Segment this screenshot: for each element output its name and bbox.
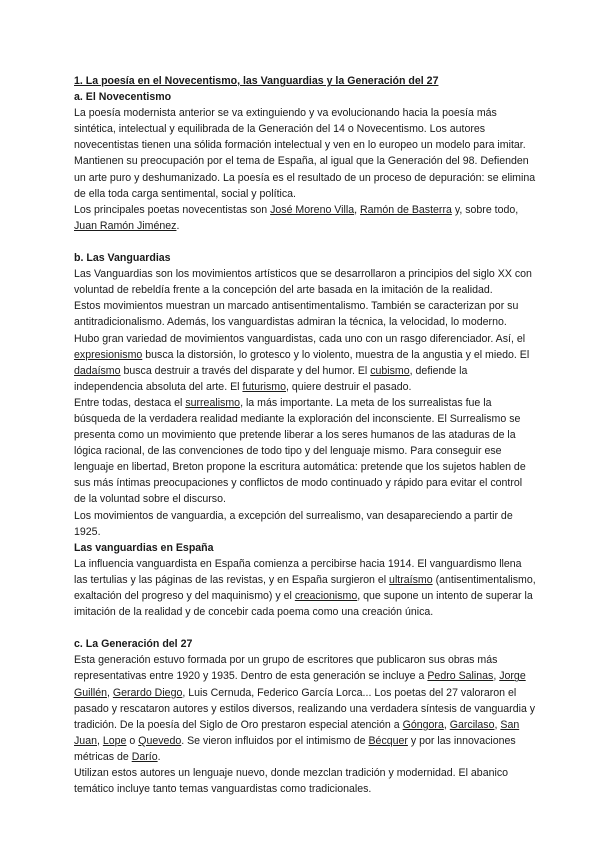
text-span: y, sobre todo, xyxy=(451,203,519,216)
text-span: , xyxy=(96,734,103,747)
text-span: o xyxy=(126,734,139,747)
text-span: (antisentimentalismo, exaltación del progreso y del maquinismo) y el xyxy=(74,573,536,602)
link-cubismo[interactable]: cubismo xyxy=(370,364,410,377)
link-jorge-guillen[interactable]: Jorge Guillén xyxy=(74,670,526,699)
paragraph-vanguardias-4 xyxy=(74,395,536,508)
text-span: La influencia vanguardista en España comienza a percibirse hacia 1914. El vanguardismo llena las tertulias y las páginas de las revistas, y en España surgieron el xyxy=(74,557,522,586)
link-san-juan[interactable]: San Juan xyxy=(74,718,520,747)
link-quevedo[interactable]: Quevedo xyxy=(138,734,182,747)
link-moreno-villa[interactable]: José Moreno Villa xyxy=(270,203,355,216)
section-heading-generacion27: c. La Generación del 27 xyxy=(74,638,193,651)
link-creacionismo[interactable]: creacionismo xyxy=(294,590,358,602)
link-futurismo[interactable]: futurismo xyxy=(242,380,287,393)
section-heading-novecentismo: a. El Novecentismo xyxy=(74,91,172,104)
paragraph-novecentismo-poets xyxy=(74,202,536,234)
paragraph-vanguardias-5: Los movimientos de vanguardia, a excepción del surrealismo, van desapareciendo a partir de 1925. xyxy=(74,509,513,538)
text-span: busca la distorsión, lo grotesco y lo violento, muestra de la angustia y el miedo. El xyxy=(142,348,530,361)
link-becquer[interactable]: Bécquer xyxy=(368,734,408,747)
link-juan-ramon-jimenez[interactable]: Juan Ramón Jiménez xyxy=(74,219,177,232)
text-span: , que supone un intento de superar la imitación de la realidad y de concebir cada poema como una creación única. xyxy=(74,590,533,619)
link-gongora[interactable]: Góngora xyxy=(402,718,444,731)
text-span: Esta generación estuvo formada por un grupo de escritores que publicaron sus obras más representativas entre 1920 y 1935. Dentro de esta generación se incluye a xyxy=(74,654,498,683)
paragraph-vanguardias-1: Las Vanguardias son los movimientos artísticos que se desarrollaron a principios del siglo XX con voluntad de rebeldía frente a la concepción del arte basada en la imitación de la realidad. xyxy=(74,268,532,297)
text-span: , xyxy=(106,686,113,699)
link-dadaismo[interactable]: dadaísmo xyxy=(74,364,121,377)
text-span: , xyxy=(494,718,501,731)
spacer xyxy=(74,620,536,636)
text-span: Los principales poetas novecentistas son xyxy=(74,203,271,216)
paragraph-espana xyxy=(74,556,536,620)
text-span: , la más importante. La meta de los surrealistas fue la búsqueda de la verdadera realidad mediante la exploración del inconsciente. El Surrealismo se presenta como un movimiento que pretende liberar a los seres humanos de las ataduras de la lógica racional, de las convenciones de todo tipo y del lenguaje mismo. Para conseguir ese lenguaje en libertad, Breton propone la escritura automática: pretende que los sujetos hablen de sus más íntimas preocupaciones y conflictos de modo continuado y rápido para evitar el control de la voluntad sobre el discurso. xyxy=(74,396,526,506)
link-pedro-salinas[interactable]: Pedro Salinas xyxy=(427,670,494,683)
text-span: , defiende la independencia absoluta del arte. El xyxy=(74,364,468,393)
document-page xyxy=(74,73,536,797)
paragraph-vanguardias-2: Estos movimientos muestran un marcado antisentimentalismo. También se caracterizan por su antitradicionalismo. Además, los vanguardistas admiran la técnica, la velocidad, lo moderno. xyxy=(74,300,519,329)
paragraph-novecentismo: La poesía modernista anterior se va extinguiendo y va evolucionando hacia la poesía más sintética, intelectual y equilibrada de la Generación del 14 o Novecentismo. Los autores novecentistas tienen una sólida formación intelectual y ven en lo europeo un modelo para imitar. Mantienen su preocupación por el tema de España, al igual que la Generación del 98. Defienden un arte puro y deshumanizado. La poesía es el resultado de un proceso de depuración: se elimina de ella toda carga sentimental, social y política. xyxy=(74,107,536,200)
link-garcilaso[interactable]: Garcilaso xyxy=(449,718,495,731)
text-span: , xyxy=(354,203,361,216)
section-heading-vanguardias: b. Las Vanguardias xyxy=(74,252,171,265)
link-expresionismo[interactable]: expresionismo xyxy=(74,348,143,361)
document-title: 1. La poesía en el Novecentismo, las Vanguardias y la Generación del 27 xyxy=(74,75,439,87)
link-dario[interactable]: Darío xyxy=(131,750,158,763)
link-lope[interactable]: Lope xyxy=(102,734,127,747)
section-heading-espana: Las vanguardias en España xyxy=(74,541,214,554)
text-span: busca destruir a través del disparate y del humor. El xyxy=(120,364,371,377)
text-span: y por las innovaciones métricas de xyxy=(74,734,516,763)
spacer xyxy=(74,234,536,250)
text-span: , xyxy=(443,718,450,731)
link-basterra[interactable]: Ramón de Basterra xyxy=(360,203,452,216)
link-surrealismo[interactable]: surrealismo xyxy=(185,396,241,409)
text-span: , Luis Cernuda, Federico García Lorca... Los poetas del 27 valoraron el pasado y rescataron autores y estilos diversos, realizando una verdadera síntesis de vanguardia y tradición. De la poesía del Siglo de Oro prestaron especial atención a xyxy=(74,686,536,731)
text-span: , xyxy=(493,670,500,683)
paragraph-generacion27-1 xyxy=(74,652,536,765)
text-span: . Se vieron influidos por el intimismo de xyxy=(181,734,369,747)
text-span: Hubo gran variedad de movimientos vanguardistas, cada uno con un rasgo diferenciador. Así, el xyxy=(74,332,526,345)
text-span: . xyxy=(176,219,180,232)
link-ultraismo[interactable]: ultraísmo xyxy=(389,573,433,586)
text-span: Entre todas, destaca el xyxy=(74,396,186,409)
paragraph-generacion27-2: Utilizan estos autores un lenguaje nuevo, donde mezclan tradición y modernidad. El abanico temático incluye tanto temas vanguardistas como tradicionales. xyxy=(74,767,509,796)
paragraph-vanguardias-3 xyxy=(74,331,536,395)
text-span: . xyxy=(157,750,161,763)
link-gerardo-diego[interactable]: Gerardo Diego xyxy=(112,686,183,699)
text-span: , quiere destruir el pasado. xyxy=(286,380,412,393)
